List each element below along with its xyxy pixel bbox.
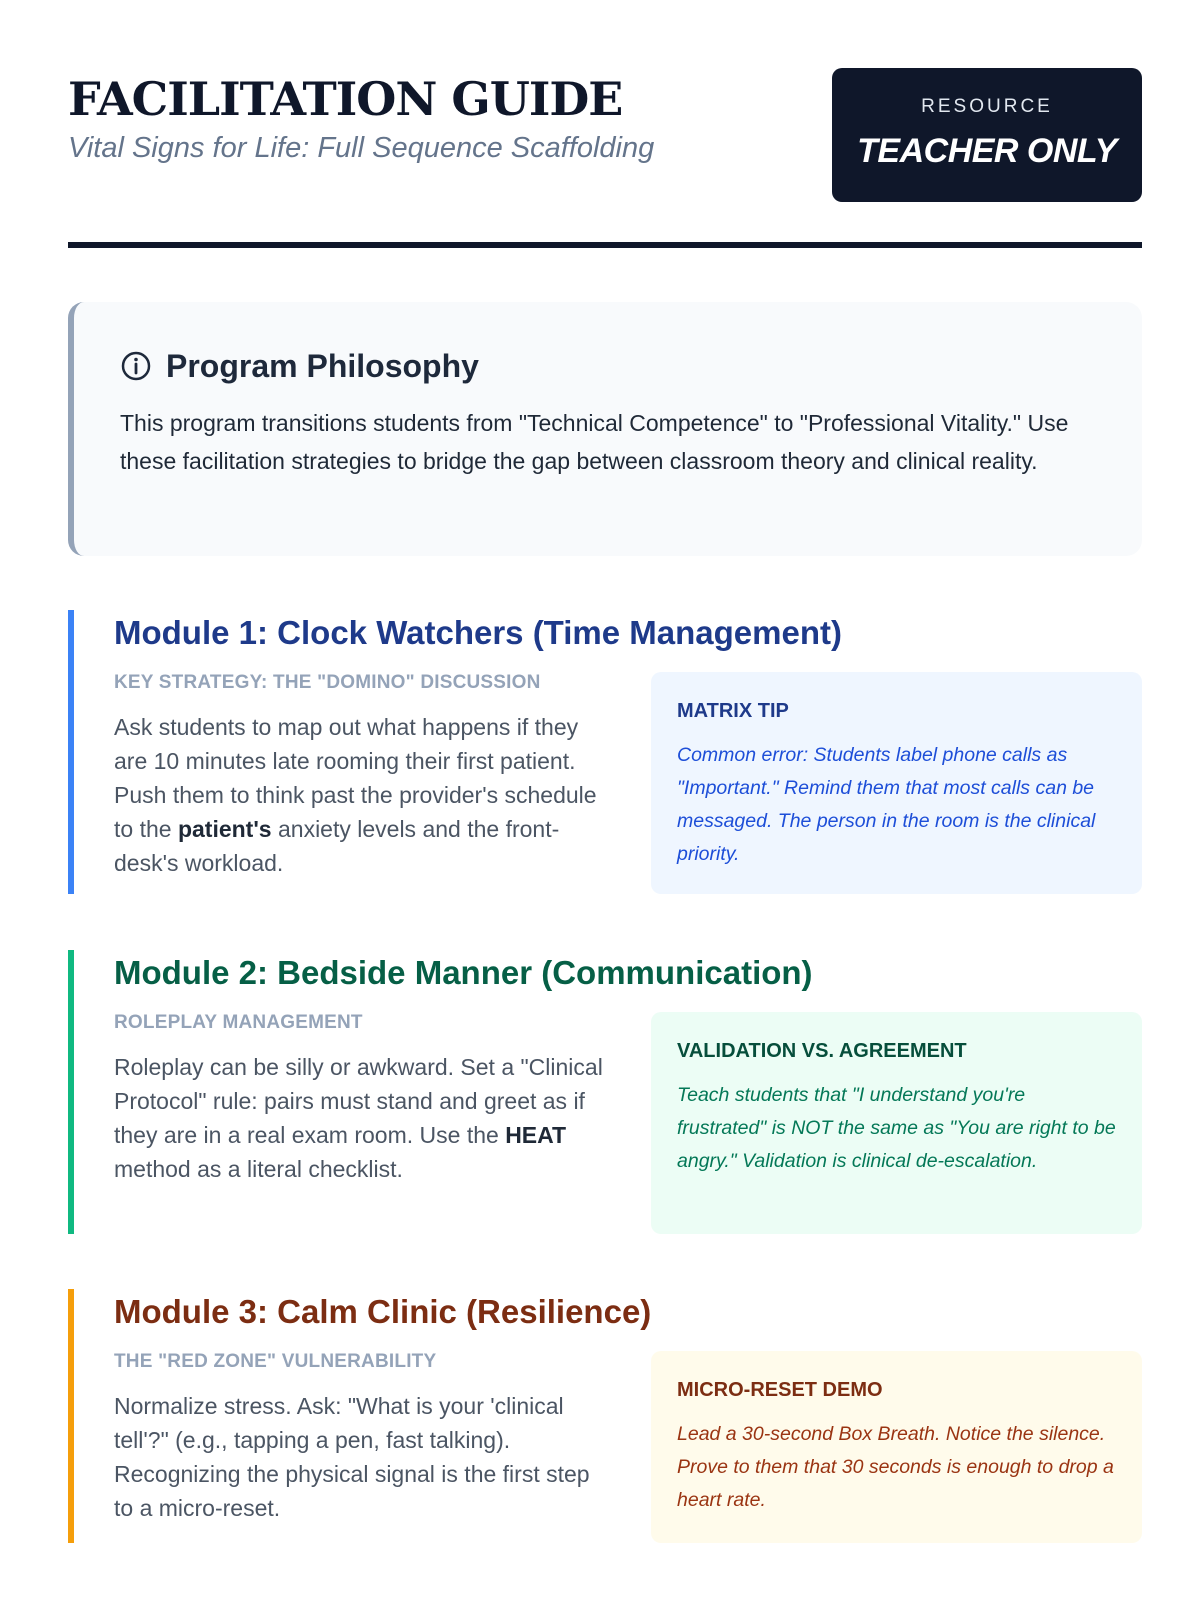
badge-label: RESOURCE bbox=[921, 96, 1053, 117]
module-strategy: ROLEPLAY MANAGEMENT bbox=[114, 1012, 363, 1033]
philosophy-title: Program Philosophy bbox=[166, 347, 479, 384]
info-icon bbox=[120, 350, 152, 382]
page-subtitle: Vital Signs for Life: Full Sequence Scaffolding bbox=[68, 132, 655, 164]
page-title: FACILITATION GUIDE bbox=[68, 72, 623, 126]
tip-title: VALIDATION VS. AGREEMENT bbox=[677, 1040, 967, 1062]
module-body bbox=[114, 1050, 604, 1186]
philosophy-heading bbox=[120, 346, 479, 386]
module-body-text-end: method as a literal checklist. bbox=[114, 1156, 403, 1182]
module-body-text: Ask students to map out what happens if they are 10 minutes late rooming their first patient. Push them to think past the provider's schedule to the bbox=[114, 714, 597, 842]
tip-text: Lead a 30-second Box Breath. Notice the silence. Prove to them that 30 seconds is enough to drop a heart rate. bbox=[677, 1423, 1114, 1511]
module-tip-box bbox=[651, 672, 1142, 894]
module-title: Module 1: Clock Watchers (Time Management) bbox=[114, 614, 842, 651]
tip-text: Common error: Students label phone calls as "Important." Remind them that most calls can be messaged. The person in the room is the clinical priority. bbox=[677, 744, 1096, 865]
module-body-emphasis: patient's bbox=[177, 816, 272, 842]
module-body-text: Normalize stress. Ask: "What is your 'clinical tell'?" (e.g., tapping a pen, fast talking). Recognizing the physical signal is the first step to a micro-reset. bbox=[114, 1393, 590, 1521]
tip-text: Teach students that "I understand you're frustrated" is NOT the same as "You are right to be angry." Validation is clinical de-escalation. bbox=[677, 1084, 1116, 1172]
philosophy-body: This program transitions students from "Technical Competence" to "Professional Vitality." Use these facilitation strategies to bridge the gap between classroom theory and clinical reality. bbox=[120, 410, 1069, 474]
header-divider bbox=[68, 242, 1142, 248]
module-strategy: THE "RED ZONE" VULNERABILITY bbox=[114, 1351, 437, 1372]
module-1-section bbox=[68, 610, 1142, 894]
module-body-text-end: anxiety levels and the front-desk's workload. bbox=[114, 816, 560, 876]
module-2-section bbox=[68, 950, 1142, 1234]
resource-badge bbox=[832, 68, 1142, 202]
module-tip-box bbox=[651, 1012, 1142, 1234]
module-body bbox=[114, 710, 604, 880]
module-strategy: KEY STRATEGY: THE "DOMINO" DISCUSSION bbox=[114, 672, 541, 693]
module-body-text: Roleplay can be silly or awkward. Set a "Clinical Protocol" rule: pairs must stand and greet as if they are in a real exam room. Use the bbox=[114, 1054, 603, 1148]
philosophy-callout bbox=[68, 302, 1142, 556]
module-body bbox=[114, 1389, 604, 1525]
module-tip-box bbox=[651, 1351, 1142, 1543]
header bbox=[68, 62, 1142, 212]
tip-title: MICRO-RESET DEMO bbox=[677, 1379, 883, 1401]
module-body-emphasis: HEAT bbox=[505, 1122, 567, 1148]
badge-value: TEACHER ONLY bbox=[857, 132, 1117, 170]
tip-title: MATRIX TIP bbox=[677, 700, 789, 722]
module-3-section bbox=[68, 1289, 1142, 1543]
module-title: Module 3: Calm Clinic (Resilience) bbox=[114, 1293, 652, 1330]
module-title: Module 2: Bedside Manner (Communication) bbox=[114, 954, 813, 991]
